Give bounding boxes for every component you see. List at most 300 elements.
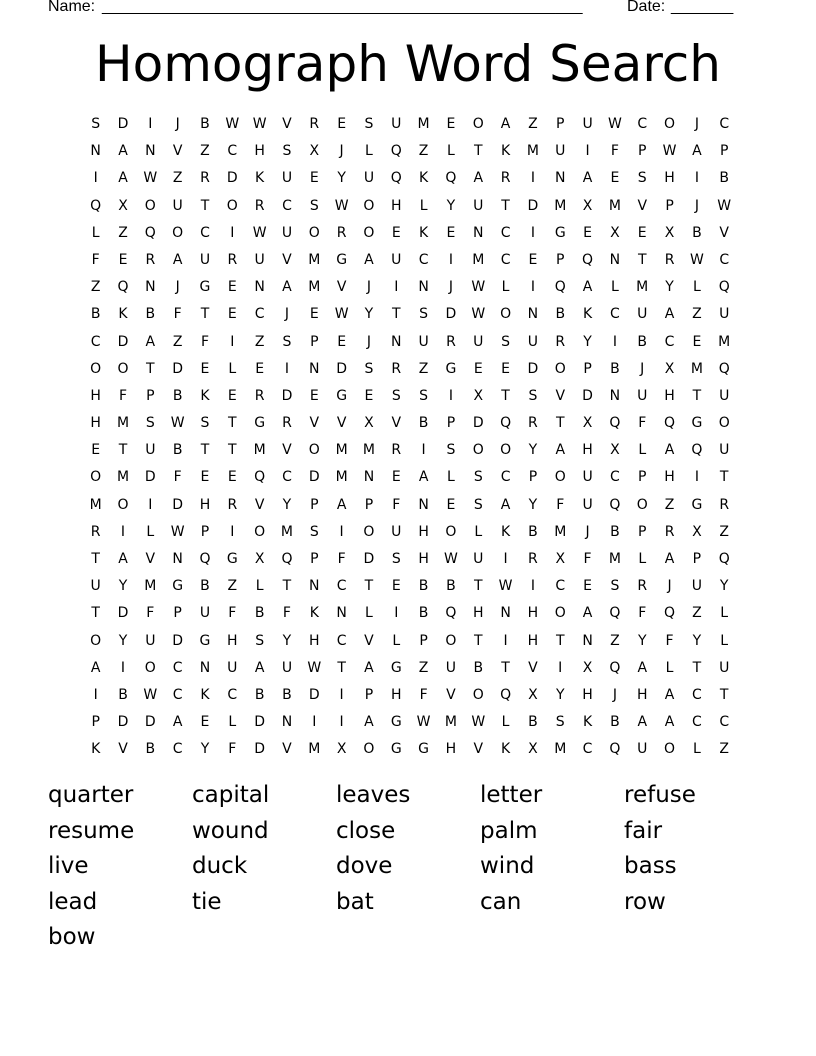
grid-cell[interactable]: S: [309, 523, 319, 540]
grid-cell[interactable]: F: [173, 469, 182, 486]
grid-cell[interactable]: M: [308, 251, 321, 268]
grid-cell[interactable]: R: [637, 578, 648, 595]
grid-cell[interactable]: H: [90, 387, 101, 404]
grid-cell[interactable]: J: [366, 333, 372, 350]
grid-cell[interactable]: I: [93, 686, 98, 703]
grid-cell[interactable]: P: [364, 686, 374, 703]
grid-cell[interactable]: B: [90, 306, 101, 323]
grid-cell[interactable]: H: [582, 686, 593, 703]
grid-cell[interactable]: A: [282, 279, 292, 296]
grid-cell[interactable]: C: [172, 686, 183, 703]
grid-cell[interactable]: S: [364, 360, 374, 377]
grid-cell[interactable]: U: [363, 170, 375, 187]
grid-cell[interactable]: C: [500, 224, 511, 241]
grid-cell[interactable]: A: [90, 659, 101, 676]
grid-cell[interactable]: A: [364, 659, 374, 676]
grid-cell[interactable]: P: [638, 143, 647, 160]
grid-cell[interactable]: A: [582, 605, 593, 622]
grid-cell[interactable]: A: [418, 469, 429, 486]
grid-cell[interactable]: F: [200, 333, 209, 350]
grid-cell[interactable]: D: [445, 306, 457, 323]
grid-cell[interactable]: B: [610, 523, 620, 540]
grid-cell[interactable]: W: [498, 578, 513, 595]
grid-cell[interactable]: H: [445, 741, 457, 758]
grid-cell[interactable]: E: [446, 116, 456, 132]
grid-cell[interactable]: H: [418, 523, 429, 540]
grid-cell[interactable]: H: [664, 387, 675, 404]
grid-cell[interactable]: E: [583, 224, 592, 241]
grid-cell[interactable]: K: [200, 686, 210, 703]
grid-cell[interactable]: I: [558, 659, 563, 676]
grid-cell[interactable]: W: [717, 197, 732, 214]
grid-cell[interactable]: W: [471, 279, 486, 296]
grid-cell[interactable]: Z: [172, 333, 183, 350]
grid-cell[interactable]: Z: [610, 632, 620, 649]
grid-cell[interactable]: R: [391, 360, 402, 377]
grid-cell[interactable]: V: [364, 632, 374, 649]
grid-cell[interactable]: U: [172, 197, 183, 214]
grid-cell[interactable]: Q: [609, 741, 621, 758]
grid-cell[interactable]: O: [554, 605, 566, 622]
grid-cell[interactable]: U: [637, 306, 648, 323]
grid-cell[interactable]: W: [662, 143, 677, 160]
grid-cell[interactable]: Q: [117, 279, 129, 296]
grid-cell[interactable]: C: [90, 333, 101, 350]
grid-cell[interactable]: F: [556, 496, 565, 513]
grid-cell[interactable]: V: [336, 415, 347, 432]
grid-cell[interactable]: L: [501, 714, 510, 731]
grid-cell[interactable]: T: [719, 686, 729, 703]
grid-cell[interactable]: K: [118, 306, 128, 323]
grid-cell[interactable]: T: [719, 469, 729, 486]
grid-cell[interactable]: I: [694, 170, 699, 187]
grid-cell[interactable]: R: [528, 415, 538, 432]
grid-cell[interactable]: I: [694, 469, 699, 486]
grid-cell[interactable]: X: [692, 523, 702, 540]
grid-cell[interactable]: O: [664, 116, 676, 132]
grid-cell[interactable]: S: [473, 469, 483, 486]
grid-cell[interactable]: Q: [254, 469, 266, 486]
grid-cell[interactable]: M: [608, 551, 621, 567]
grid-cell[interactable]: Y: [118, 632, 128, 649]
grid-cell[interactable]: E: [501, 360, 511, 377]
grid-cell[interactable]: Z: [719, 741, 729, 758]
grid-cell[interactable]: Z: [118, 224, 128, 241]
grid-cell[interactable]: U: [582, 496, 593, 513]
grid-cell[interactable]: L: [91, 224, 100, 241]
grid-cell[interactable]: H: [582, 442, 593, 459]
grid-cell[interactable]: U: [391, 251, 402, 268]
grid-cell[interactable]: D: [117, 116, 129, 132]
grid-cell[interactable]: E: [255, 360, 265, 377]
grid-cell[interactable]: B: [418, 605, 429, 622]
grid-cell[interactable]: F: [228, 605, 237, 622]
grid-cell[interactable]: K: [419, 170, 429, 187]
grid-cell[interactable]: A: [145, 333, 156, 350]
grid-cell[interactable]: Y: [337, 170, 346, 187]
grid-cell[interactable]: D: [172, 496, 184, 513]
grid-cell[interactable]: E: [391, 469, 401, 486]
grid-cell[interactable]: C: [227, 143, 238, 160]
grid-cell[interactable]: E: [692, 333, 702, 350]
grid-cell[interactable]: G: [691, 415, 703, 432]
grid-cell[interactable]: R: [254, 387, 265, 404]
grid-cell[interactable]: N: [145, 279, 156, 296]
grid-cell[interactable]: F: [173, 306, 182, 323]
grid-cell[interactable]: F: [610, 143, 619, 160]
grid-cell[interactable]: L: [146, 523, 155, 540]
grid-cell[interactable]: T: [501, 659, 510, 676]
grid-cell[interactable]: Z: [200, 143, 210, 160]
grid-cell[interactable]: T: [391, 306, 401, 323]
grid-cell[interactable]: F: [583, 551, 592, 567]
grid-cell[interactable]: Q: [390, 170, 402, 187]
grid-cell[interactable]: L: [447, 469, 455, 486]
grid-cell[interactable]: A: [664, 306, 675, 323]
grid-cell[interactable]: A: [637, 714, 648, 731]
grid-cell[interactable]: I: [148, 496, 153, 513]
grid-cell[interactable]: M: [554, 741, 567, 758]
grid-cell[interactable]: T: [200, 306, 210, 323]
grid-cell[interactable]: U: [145, 632, 156, 649]
grid-cell[interactable]: M: [444, 714, 457, 731]
grid-cell[interactable]: C: [691, 686, 702, 703]
grid-cell[interactable]: I: [530, 170, 535, 187]
grid-cell[interactable]: M: [89, 496, 102, 513]
grid-cell[interactable]: L: [610, 279, 619, 296]
grid-cell[interactable]: Z: [254, 333, 265, 350]
grid-cell[interactable]: C: [336, 632, 347, 649]
grid-cell[interactable]: E: [337, 333, 347, 350]
grid-cell[interactable]: O: [90, 632, 102, 649]
grid-cell[interactable]: V: [309, 415, 320, 432]
grid-cell[interactable]: R: [664, 523, 675, 540]
grid-cell[interactable]: U: [719, 306, 730, 323]
grid-cell[interactable]: A: [172, 714, 183, 731]
grid-cell[interactable]: E: [583, 578, 592, 595]
grid-cell[interactable]: C: [691, 714, 702, 731]
grid-cell[interactable]: I: [230, 523, 235, 540]
grid-cell[interactable]: L: [228, 714, 237, 731]
grid-cell[interactable]: O: [718, 415, 730, 432]
grid-cell[interactable]: J: [175, 279, 180, 296]
grid-cell[interactable]: N: [172, 551, 183, 567]
grid-cell[interactable]: P: [583, 360, 592, 377]
grid-cell[interactable]: A: [664, 551, 675, 567]
grid-cell[interactable]: S: [501, 333, 511, 350]
grid-cell[interactable]: X: [582, 659, 593, 676]
grid-cell[interactable]: C: [719, 116, 730, 132]
grid-cell[interactable]: I: [339, 523, 344, 540]
grid-cell[interactable]: E: [200, 360, 210, 377]
grid-cell[interactable]: R: [555, 333, 566, 350]
grid-cell[interactable]: L: [665, 659, 674, 676]
grid-cell[interactable]: Z: [90, 279, 101, 296]
grid-cell[interactable]: R: [227, 496, 238, 513]
grid-cell[interactable]: N: [309, 360, 320, 377]
grid-cell[interactable]: N: [199, 659, 211, 676]
grid-cell[interactable]: E: [391, 224, 401, 241]
grid-cell[interactable]: C: [200, 224, 210, 241]
grid-cell[interactable]: E: [446, 224, 456, 241]
grid-cell[interactable]: J: [366, 279, 372, 296]
grid-cell[interactable]: G: [554, 224, 566, 241]
grid-cell[interactable]: Q: [609, 496, 621, 513]
grid-cell[interactable]: Z: [692, 605, 702, 622]
grid-cell[interactable]: U: [90, 578, 101, 595]
grid-cell[interactable]: M: [554, 197, 567, 214]
grid-cell[interactable]: N: [363, 469, 375, 486]
grid-cell[interactable]: Q: [664, 415, 676, 432]
grid-cell[interactable]: W: [225, 116, 240, 132]
grid-cell[interactable]: A: [664, 686, 675, 703]
grid-cell[interactable]: U: [473, 333, 484, 350]
grid-cell[interactable]: U: [637, 741, 648, 758]
grid-cell[interactable]: H: [418, 551, 429, 567]
grid-cell[interactable]: T: [91, 605, 100, 622]
grid-cell[interactable]: Q: [281, 551, 293, 567]
grid-cell[interactable]: Q: [500, 415, 512, 432]
grid-cell[interactable]: F: [146, 605, 155, 622]
grid-cell[interactable]: U: [199, 605, 211, 622]
grid-cell[interactable]: V: [282, 116, 292, 132]
grid-cell[interactable]: R: [719, 496, 730, 513]
grid-cell[interactable]: D: [226, 170, 238, 187]
grid-cell[interactable]: A: [364, 251, 374, 268]
grid-cell[interactable]: S: [282, 333, 292, 350]
grid-cell[interactable]: O: [445, 632, 457, 649]
grid-cell[interactable]: K: [500, 143, 511, 160]
grid-cell[interactable]: G: [226, 551, 238, 567]
grid-cell[interactable]: F: [638, 605, 647, 622]
grid-cell[interactable]: Q: [718, 551, 730, 567]
grid-cell[interactable]: P: [665, 197, 674, 214]
grid-cell[interactable]: B: [118, 686, 128, 703]
grid-cell[interactable]: G: [390, 741, 402, 758]
grid-cell[interactable]: N: [609, 251, 621, 268]
grid-cell[interactable]: I: [230, 333, 235, 350]
grid-cell[interactable]: V: [282, 442, 292, 459]
grid-cell[interactable]: L: [474, 523, 483, 540]
grid-cell[interactable]: M: [526, 143, 539, 160]
grid-cell[interactable]: K: [500, 523, 511, 540]
grid-cell[interactable]: T: [282, 578, 292, 595]
grid-cell[interactable]: U: [254, 251, 265, 268]
grid-cell[interactable]: T: [473, 578, 483, 595]
grid-cell[interactable]: E: [309, 170, 319, 187]
grid-cell[interactable]: Y: [282, 632, 292, 649]
grid-cell[interactable]: H: [254, 143, 265, 160]
grid-cell[interactable]: A: [500, 116, 511, 132]
grid-cell[interactable]: W: [471, 306, 486, 323]
grid-cell[interactable]: A: [664, 714, 675, 731]
grid-cell[interactable]: C: [610, 469, 620, 486]
grid-cell[interactable]: S: [200, 415, 210, 432]
grid-cell[interactable]: T: [473, 632, 483, 649]
grid-cell[interactable]: E: [391, 578, 401, 595]
grid-cell[interactable]: O: [363, 224, 375, 241]
grid-cell[interactable]: B: [610, 360, 620, 377]
grid-cell[interactable]: G: [390, 659, 402, 676]
grid-cell[interactable]: L: [255, 578, 264, 595]
grid-cell[interactable]: V: [637, 197, 648, 214]
grid-cell[interactable]: Y: [665, 279, 674, 296]
grid-cell[interactable]: Q: [691, 442, 703, 459]
grid-cell[interactable]: V: [528, 659, 538, 676]
grid-cell[interactable]: H: [391, 686, 402, 703]
grid-cell[interactable]: V: [282, 251, 292, 268]
grid-cell[interactable]: S: [610, 578, 620, 595]
grid-cell[interactable]: D: [527, 360, 539, 377]
grid-cell[interactable]: Z: [664, 496, 675, 513]
grid-cell[interactable]: N: [90, 143, 101, 160]
grid-cell[interactable]: X: [610, 224, 620, 241]
grid-cell[interactable]: B: [254, 686, 265, 703]
grid-cell[interactable]: O: [554, 469, 566, 486]
grid-cell[interactable]: R: [500, 170, 511, 187]
grid-cell[interactable]: C: [719, 714, 730, 731]
grid-cell[interactable]: E: [227, 469, 237, 486]
grid-cell[interactable]: S: [391, 551, 401, 567]
grid-cell[interactable]: R: [254, 197, 265, 214]
grid-cell[interactable]: A: [664, 442, 675, 459]
grid-cell[interactable]: L: [638, 551, 647, 567]
grid-cell[interactable]: M: [718, 333, 731, 350]
grid-cell[interactable]: X: [610, 442, 620, 459]
grid-cell[interactable]: S: [255, 632, 265, 649]
grid-cell[interactable]: B: [719, 170, 730, 187]
grid-cell[interactable]: I: [120, 659, 126, 676]
grid-cell[interactable]: D: [472, 415, 484, 432]
grid-cell[interactable]: C: [664, 333, 675, 350]
grid-cell[interactable]: A: [118, 143, 128, 160]
grid-cell[interactable]: R: [528, 551, 538, 567]
grid-cell[interactable]: H: [664, 170, 675, 187]
grid-cell[interactable]: P: [719, 143, 729, 160]
grid-cell[interactable]: G: [691, 496, 703, 513]
grid-cell[interactable]: K: [500, 741, 511, 758]
grid-cell[interactable]: U: [637, 387, 648, 404]
grid-cell[interactable]: X: [309, 143, 320, 160]
grid-cell[interactable]: D: [582, 387, 593, 404]
grid-cell[interactable]: C: [172, 741, 183, 758]
grid-cell[interactable]: A: [692, 143, 702, 160]
grid-cell[interactable]: O: [144, 659, 156, 676]
grid-cell[interactable]: Q: [718, 360, 730, 377]
date-blank[interactable]: _______: [671, 0, 734, 15]
grid-cell[interactable]: W: [307, 659, 322, 676]
grid-cell[interactable]: D: [117, 333, 129, 350]
grid-cell[interactable]: O: [226, 197, 238, 214]
grid-cell[interactable]: V: [172, 143, 183, 160]
grid-cell[interactable]: Z: [418, 360, 429, 377]
grid-cell[interactable]: H: [527, 632, 539, 649]
grid-cell[interactable]: Q: [390, 143, 402, 160]
grid-cell[interactable]: X: [555, 551, 566, 567]
grid-cell[interactable]: Y: [555, 686, 565, 703]
grid-cell[interactable]: N: [500, 605, 511, 622]
grid-cell[interactable]: U: [582, 469, 593, 486]
grid-cell[interactable]: V: [145, 551, 156, 567]
grid-cell[interactable]: Y: [637, 632, 647, 649]
grid-cell[interactable]: T: [228, 442, 237, 459]
grid-cell[interactable]: D: [336, 360, 347, 377]
grid-cell[interactable]: U: [418, 333, 429, 350]
grid-cell[interactable]: L: [419, 197, 428, 214]
grid-cell[interactable]: K: [255, 170, 265, 187]
grid-cell[interactable]: X: [118, 197, 128, 214]
grid-cell[interactable]: M: [253, 442, 266, 459]
grid-cell[interactable]: R: [227, 251, 238, 268]
grid-cell[interactable]: G: [199, 279, 211, 296]
grid-cell[interactable]: L: [365, 143, 373, 160]
grid-cell[interactable]: C: [254, 306, 265, 323]
grid-cell[interactable]: O: [500, 442, 512, 459]
grid-cell[interactable]: Q: [445, 605, 457, 622]
grid-cell[interactable]: O: [554, 360, 566, 377]
grid-cell[interactable]: M: [335, 469, 348, 486]
grid-cell[interactable]: I: [284, 360, 290, 377]
grid-cell[interactable]: F: [118, 387, 128, 404]
grid-cell[interactable]: Z: [692, 306, 702, 323]
grid-cell[interactable]: D: [254, 714, 266, 731]
grid-cell[interactable]: D: [172, 360, 184, 377]
grid-cell[interactable]: U: [281, 170, 293, 187]
grid-cell[interactable]: B: [446, 578, 456, 595]
grid-cell[interactable]: A: [118, 170, 128, 187]
grid-cell[interactable]: J: [585, 523, 590, 540]
grid-cell[interactable]: B: [200, 578, 210, 595]
grid-cell[interactable]: F: [91, 251, 100, 268]
grid-cell[interactable]: J: [694, 116, 699, 132]
grid-cell[interactable]: C: [500, 251, 511, 268]
grid-cell[interactable]: F: [228, 741, 237, 758]
grid-cell[interactable]: H: [309, 632, 320, 649]
grid-cell[interactable]: I: [148, 116, 153, 132]
grid-cell[interactable]: V: [336, 279, 347, 296]
grid-cell[interactable]: C: [637, 116, 648, 132]
grid-cell[interactable]: M: [608, 197, 621, 214]
grid-cell[interactable]: P: [692, 551, 702, 567]
grid-cell[interactable]: Q: [664, 605, 676, 622]
grid-cell[interactable]: U: [391, 116, 402, 132]
grid-cell[interactable]: I: [339, 686, 344, 703]
grid-cell[interactable]: S: [282, 143, 292, 160]
grid-cell[interactable]: I: [530, 279, 535, 296]
grid-cell[interactable]: O: [472, 442, 484, 459]
grid-cell[interactable]: S: [91, 116, 101, 132]
grid-cell[interactable]: W: [143, 170, 158, 187]
grid-cell[interactable]: M: [690, 360, 703, 377]
grid-cell[interactable]: P: [556, 251, 565, 268]
grid-cell[interactable]: E: [227, 306, 237, 323]
grid-cell[interactable]: U: [691, 578, 702, 595]
grid-cell[interactable]: T: [555, 632, 565, 649]
grid-cell[interactable]: W: [334, 306, 349, 323]
grid-cell[interactable]: I: [530, 578, 535, 595]
grid-cell[interactable]: A: [582, 279, 593, 296]
grid-cell[interactable]: V: [391, 415, 402, 432]
grid-cell[interactable]: Q: [718, 279, 730, 296]
grid-cell[interactable]: C: [227, 686, 238, 703]
grid-cell[interactable]: Z: [172, 170, 183, 187]
grid-cell[interactable]: D: [254, 741, 266, 758]
grid-cell[interactable]: Q: [90, 197, 102, 214]
grid-cell[interactable]: G: [390, 714, 402, 731]
grid-cell[interactable]: P: [638, 523, 647, 540]
grid-cell[interactable]: O: [363, 741, 375, 758]
grid-cell[interactable]: M: [554, 523, 567, 540]
